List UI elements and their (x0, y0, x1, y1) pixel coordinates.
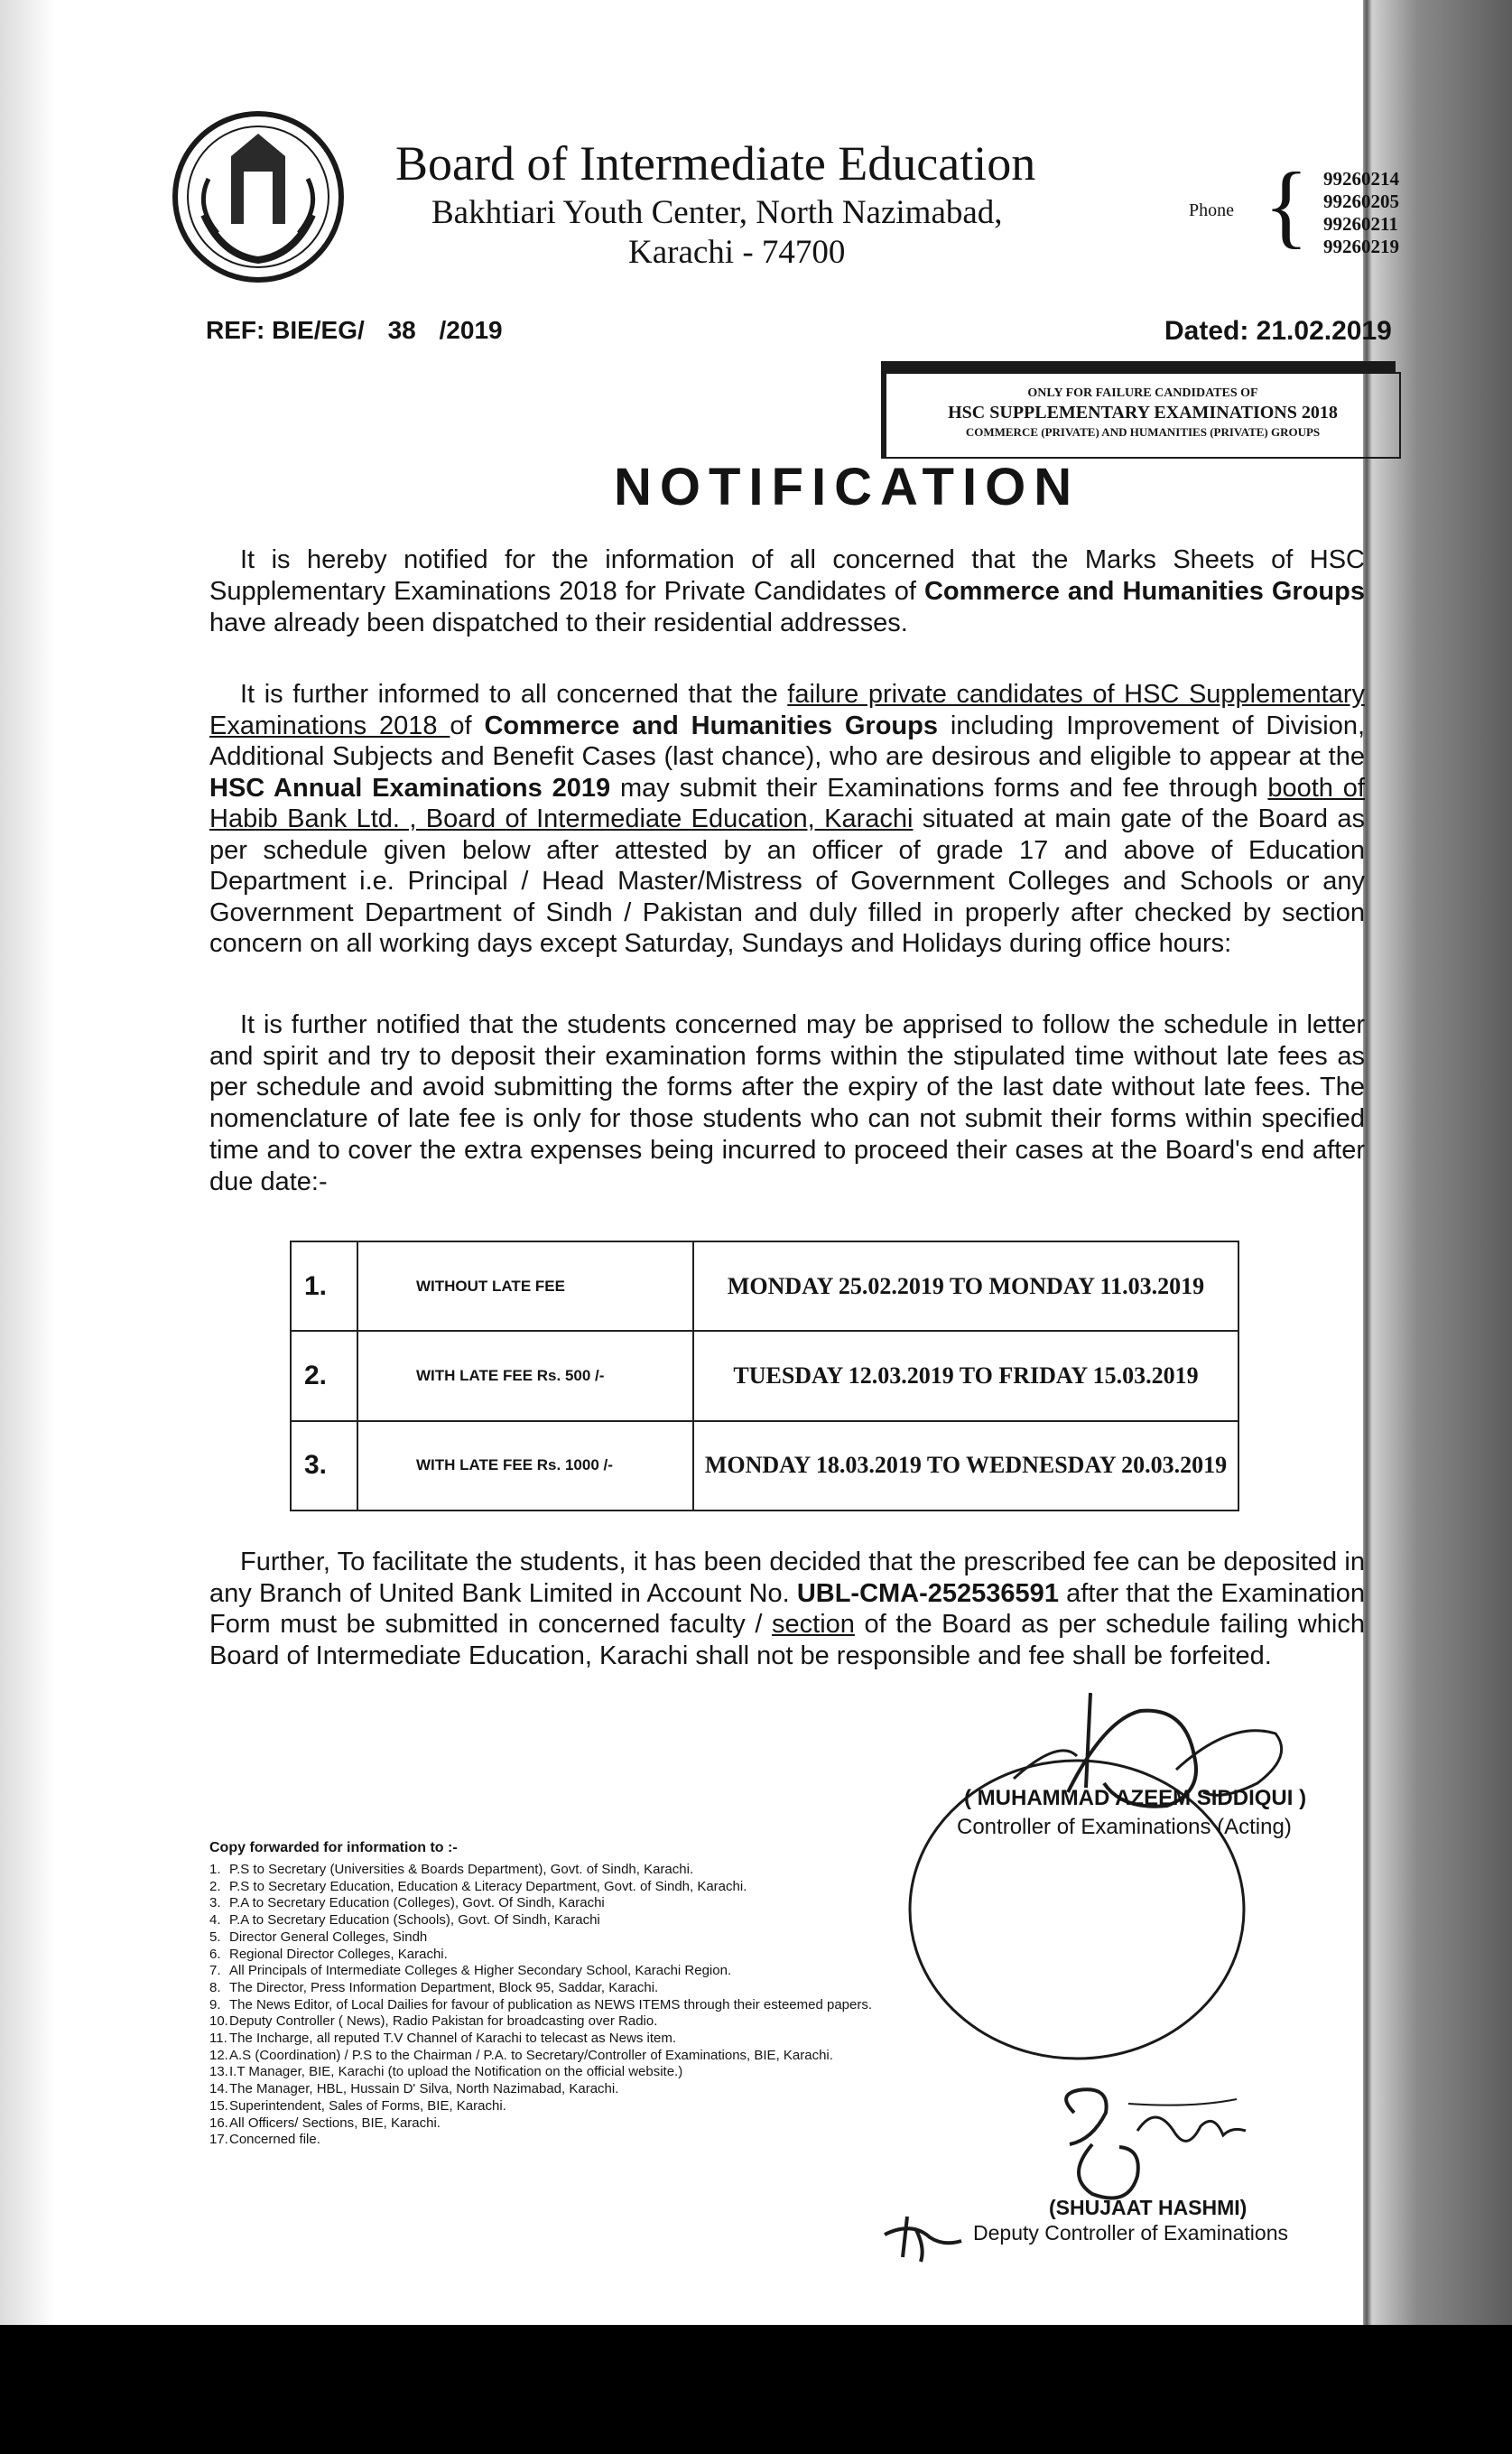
phone-number: 99260214 (1323, 168, 1399, 190)
list-item (209, 2013, 932, 2031)
list-item (209, 1929, 932, 1947)
p2-bold: HSC Annual Examinations 2019 (209, 773, 611, 803)
schedule-table (290, 1241, 1239, 1511)
paragraph-3 (209, 1009, 1365, 1197)
list-item (209, 1980, 932, 1997)
list-item-number: 14. (209, 2081, 228, 2097)
stamp-line1: ONLY FOR FAILURE CANDIDATES OF (1027, 386, 1258, 400)
list-item-text: I.T Manager, BIE, Karachi (to upload the Notification on the official website.) (229, 2064, 683, 2080)
list-item (209, 2132, 932, 2149)
list-item-number: 8. (209, 1979, 221, 1995)
phone-number: 99260211 (1323, 213, 1398, 235)
stamp-line3: COMMERCE (PRIVATE) AND HUMANITIES (PRIVATE) GROUPS (965, 425, 1321, 439)
list-item-text: Superintendent, Sales of Forms, BIE, Karachi. (229, 2097, 506, 2114)
list-item-text: P.A to Secretary Education (Colleges), Govt. Of Sindh, Karachi (229, 1895, 605, 1911)
p1-text-end: have already been dispatched to their residential addresses. (209, 609, 908, 637)
list-item-text: Director General Colleges, Sindh (229, 1929, 428, 1945)
signature-1-scribble (905, 1684, 1321, 2063)
p1-text: It is hereby notified for the information of all concerned that the Marks Sheets of HSC Supplementary Examinations 2018 for Private Candidates of (209, 545, 1365, 606)
list-item-number: 11. (209, 2031, 227, 2047)
scan-shadow-right (1363, 0, 1512, 2329)
p4-underline: section (772, 1610, 855, 1639)
list-item-text: Deputy Controller ( News), Radio Pakistan for broadcasting over Radio. (229, 2013, 658, 2030)
schedule-no: 3. (291, 1421, 357, 1511)
list-item (209, 1862, 932, 1879)
list-item (209, 2081, 932, 2098)
scan-black-margin (0, 2325, 1512, 2454)
p2-text: It is further informed to all concerned that the (240, 680, 788, 709)
list-item-number: 6. (209, 1946, 221, 1962)
list-item-number: 13. (209, 2064, 228, 2080)
schedule-fee: WITH LATE FEE Rs. 500 /- (357, 1331, 693, 1420)
paragraph-2 (209, 679, 1365, 960)
schedule-dates: TUESDAY 12.03.2019 TO FRIDAY 15.03.2019 (693, 1331, 1238, 1420)
p3-text: It is further notified that the students concerned may be apprised to follow the schedule in letter and spirit and try to deposit their examination forms within the stipulated time without late fees as per schedule and avoid submitting the forms after the expiry of the last date without late fees. The nomenclature of late fee is only for those students who can not submit their forms within specified time and to cover the extra expenses being incurred to proceed their cases at the Board's end after due date:- (209, 1010, 1365, 1196)
p2-text: of (450, 711, 485, 740)
p2-text: including Improvement of Division, Additional Subjects and Benefit Cases (last chance), who are desirous and eligible to appear at the (209, 711, 1366, 771)
reference-number (206, 316, 503, 345)
scan-shadow-left (0, 0, 54, 2329)
list-item (209, 1963, 932, 1980)
list-item-text: All Officers/ Sections, BIE, Karachi. (229, 2115, 441, 2131)
list-item-text: All Principals of Intermediate Colleges & Higher Secondary School, Karachi Region. (229, 1963, 732, 1979)
signatory-1-name: ( MUHAMMAD AZEEM SIDDIQUI ) (964, 1786, 1307, 1810)
p2-text: may submit their Examinations forms and fee through (610, 773, 1268, 803)
board-address-line1: Bakhtiari Youth Center, North Nazimabad, (431, 194, 1003, 231)
list-item (209, 1947, 932, 1964)
notification-heading: NOTIFICATION (614, 458, 1081, 516)
list-item (209, 1879, 932, 1896)
phone-label: Phone (1189, 200, 1234, 220)
list-item-text: Regional Director Colleges, Karachi. (229, 1946, 448, 1962)
list-item-number: 9. (209, 1996, 221, 2012)
signatory-2-name: (SHUJAAT HASHMI) (1049, 2196, 1248, 2219)
list-item-text: The Incharge, all reputed T.V Channel of Karachi to telecast as News item. (229, 2031, 676, 2047)
phone-numbers (1323, 168, 1399, 258)
list-item-number: 2. (209, 1878, 221, 1894)
list-item (209, 1912, 932, 1929)
list-item-text: The Manager, HBL, Hussain D' Silva, North Nazimabad, Karachi. (229, 2081, 619, 2097)
phone-number: 99260205 (1323, 191, 1399, 212)
schedule-no: 2. (291, 1331, 357, 1420)
list-item-number: 12. (209, 2047, 228, 2063)
ref-year: /2019 (439, 316, 503, 344)
stamp-line2: HSC SUPPLEMENTARY EXAMINATIONS 2018 (948, 403, 1338, 423)
list-item-number: 17. (209, 2132, 228, 2148)
p2-bold: Commerce and Humanities Groups (484, 711, 938, 740)
copy-list (209, 1862, 932, 2149)
board-seal-icon (168, 107, 348, 287)
p2-underline: failure private candidates of HSC Supplementary Examinations 2018 (209, 680, 1365, 740)
list-item-number: 7. (209, 1963, 221, 1979)
list-item-number: 5. (209, 1929, 221, 1945)
list-item (209, 2031, 932, 2048)
list-item (209, 2064, 932, 2081)
signatory-1-title: Controller of Examinations (Acting) (957, 1815, 1292, 1839)
copy-forwarded-title: Copy forwarded for information to :- (209, 1840, 458, 1855)
p4-text: Further, To facilitate the students, it has been decided that the prescribed fee can be deposited in any Branch of United Bank Limited in Account No. (209, 1548, 1365, 1608)
list-item-number: 10. (209, 2013, 228, 2030)
list-item (209, 2048, 932, 2065)
schedule-dates: MONDAY 18.03.2019 TO WEDNESDAY 20.03.2019 (693, 1421, 1238, 1511)
board-address-line2: Karachi - 74700 (628, 234, 846, 271)
stamp-box (881, 372, 1401, 459)
list-item-text: P.S to Secretary (Universities & Boards Department), Govt. of Sindh, Karachi. (229, 1862, 694, 1877)
list-item-text: P.A to Secretary Education (Schools), Govt. Of Sindh, Karachi (229, 1912, 600, 1929)
list-item (209, 1997, 932, 2014)
phone-brace: { (1264, 153, 1309, 257)
list-item-number: 1. (209, 1862, 221, 1877)
p2-underline: booth of Habib Bank Ltd. , Board of Intermediate Education, Karachi (209, 773, 1365, 833)
table-row (291, 1421, 1238, 1511)
phone-number: 99260219 (1323, 236, 1399, 257)
list-item-text: The Director, Press Information Department, Block 95, Saddar, Karachi. (229, 1979, 659, 1995)
board-title: Board of Intermediate Education (395, 136, 1036, 191)
list-item-number: 16. (209, 2115, 228, 2131)
list-item-text: The News Editor, of Local Dailies for favour of publication as NEWS ITEMS through their esteemed papers. (229, 1996, 873, 2012)
signatory-2-title: Deputy Controller of Examinations (973, 2221, 1288, 2245)
p4-bold: UBL-CMA-252536591 (796, 1578, 1059, 1608)
list-item (209, 2098, 932, 2115)
list-item-number: 4. (209, 1912, 221, 1929)
paragraph-4 (209, 1547, 1365, 1671)
dated: Dated: 21.02.2019 (1164, 316, 1392, 346)
list-item-number: 15. (209, 2097, 228, 2114)
initial-mark-scribble (876, 2203, 966, 2266)
p4-text: after that the Examination Form must be submitted in concerned faculty / (209, 1578, 1366, 1639)
paragraph-1 (209, 544, 1365, 639)
schedule-fee: WITH LATE FEE Rs. 1000 /- (357, 1421, 693, 1511)
ref-prefix: REF: BIE/EG/ (206, 316, 365, 344)
list-item-text: P.S to Secretary Education, Education & Literacy Department, Govt. of Sindh, Karachi. (229, 1878, 747, 1894)
list-item-text: Concerned file. (229, 2132, 320, 2148)
ref-number: 38 (387, 316, 416, 344)
schedule-no: 1. (291, 1241, 357, 1331)
category-stamp (881, 361, 1396, 460)
schedule-fee: WITHOUT LATE FEE (357, 1241, 693, 1331)
schedule-dates: MONDAY 25.02.2019 TO MONDAY 11.03.2019 (693, 1241, 1238, 1331)
list-item-number: 3. (209, 1895, 221, 1911)
p1-bold: Commerce and Humanities Groups (923, 577, 1365, 606)
list-item-text: A.S (Coordination) / P.S to the Chairman / P.A. to Secretary/Controller of Examinations, BIE, Karachi. (229, 2047, 833, 2063)
table-row (291, 1241, 1238, 1331)
list-item (209, 1895, 932, 1912)
list-item (209, 2115, 932, 2133)
table-row (291, 1331, 1238, 1420)
p4-text-end: of the Board as per schedule failing which Board of Intermediate Education, Karachi shall not be responsible and fee shall be forfeited. (209, 1610, 1365, 1670)
p2-text-end: situated at main gate of the Board as per schedule given below after attested by an officer of grade 17 and above of Education Department i.e. Principal / Head Master/Mistress of Government Colleges and Schools or any Government Department of Sindh / Pakistan and duly filled in properly after checked by section concern on all working days except Saturday, Sundays and Holidays during office hours: (209, 804, 1365, 958)
